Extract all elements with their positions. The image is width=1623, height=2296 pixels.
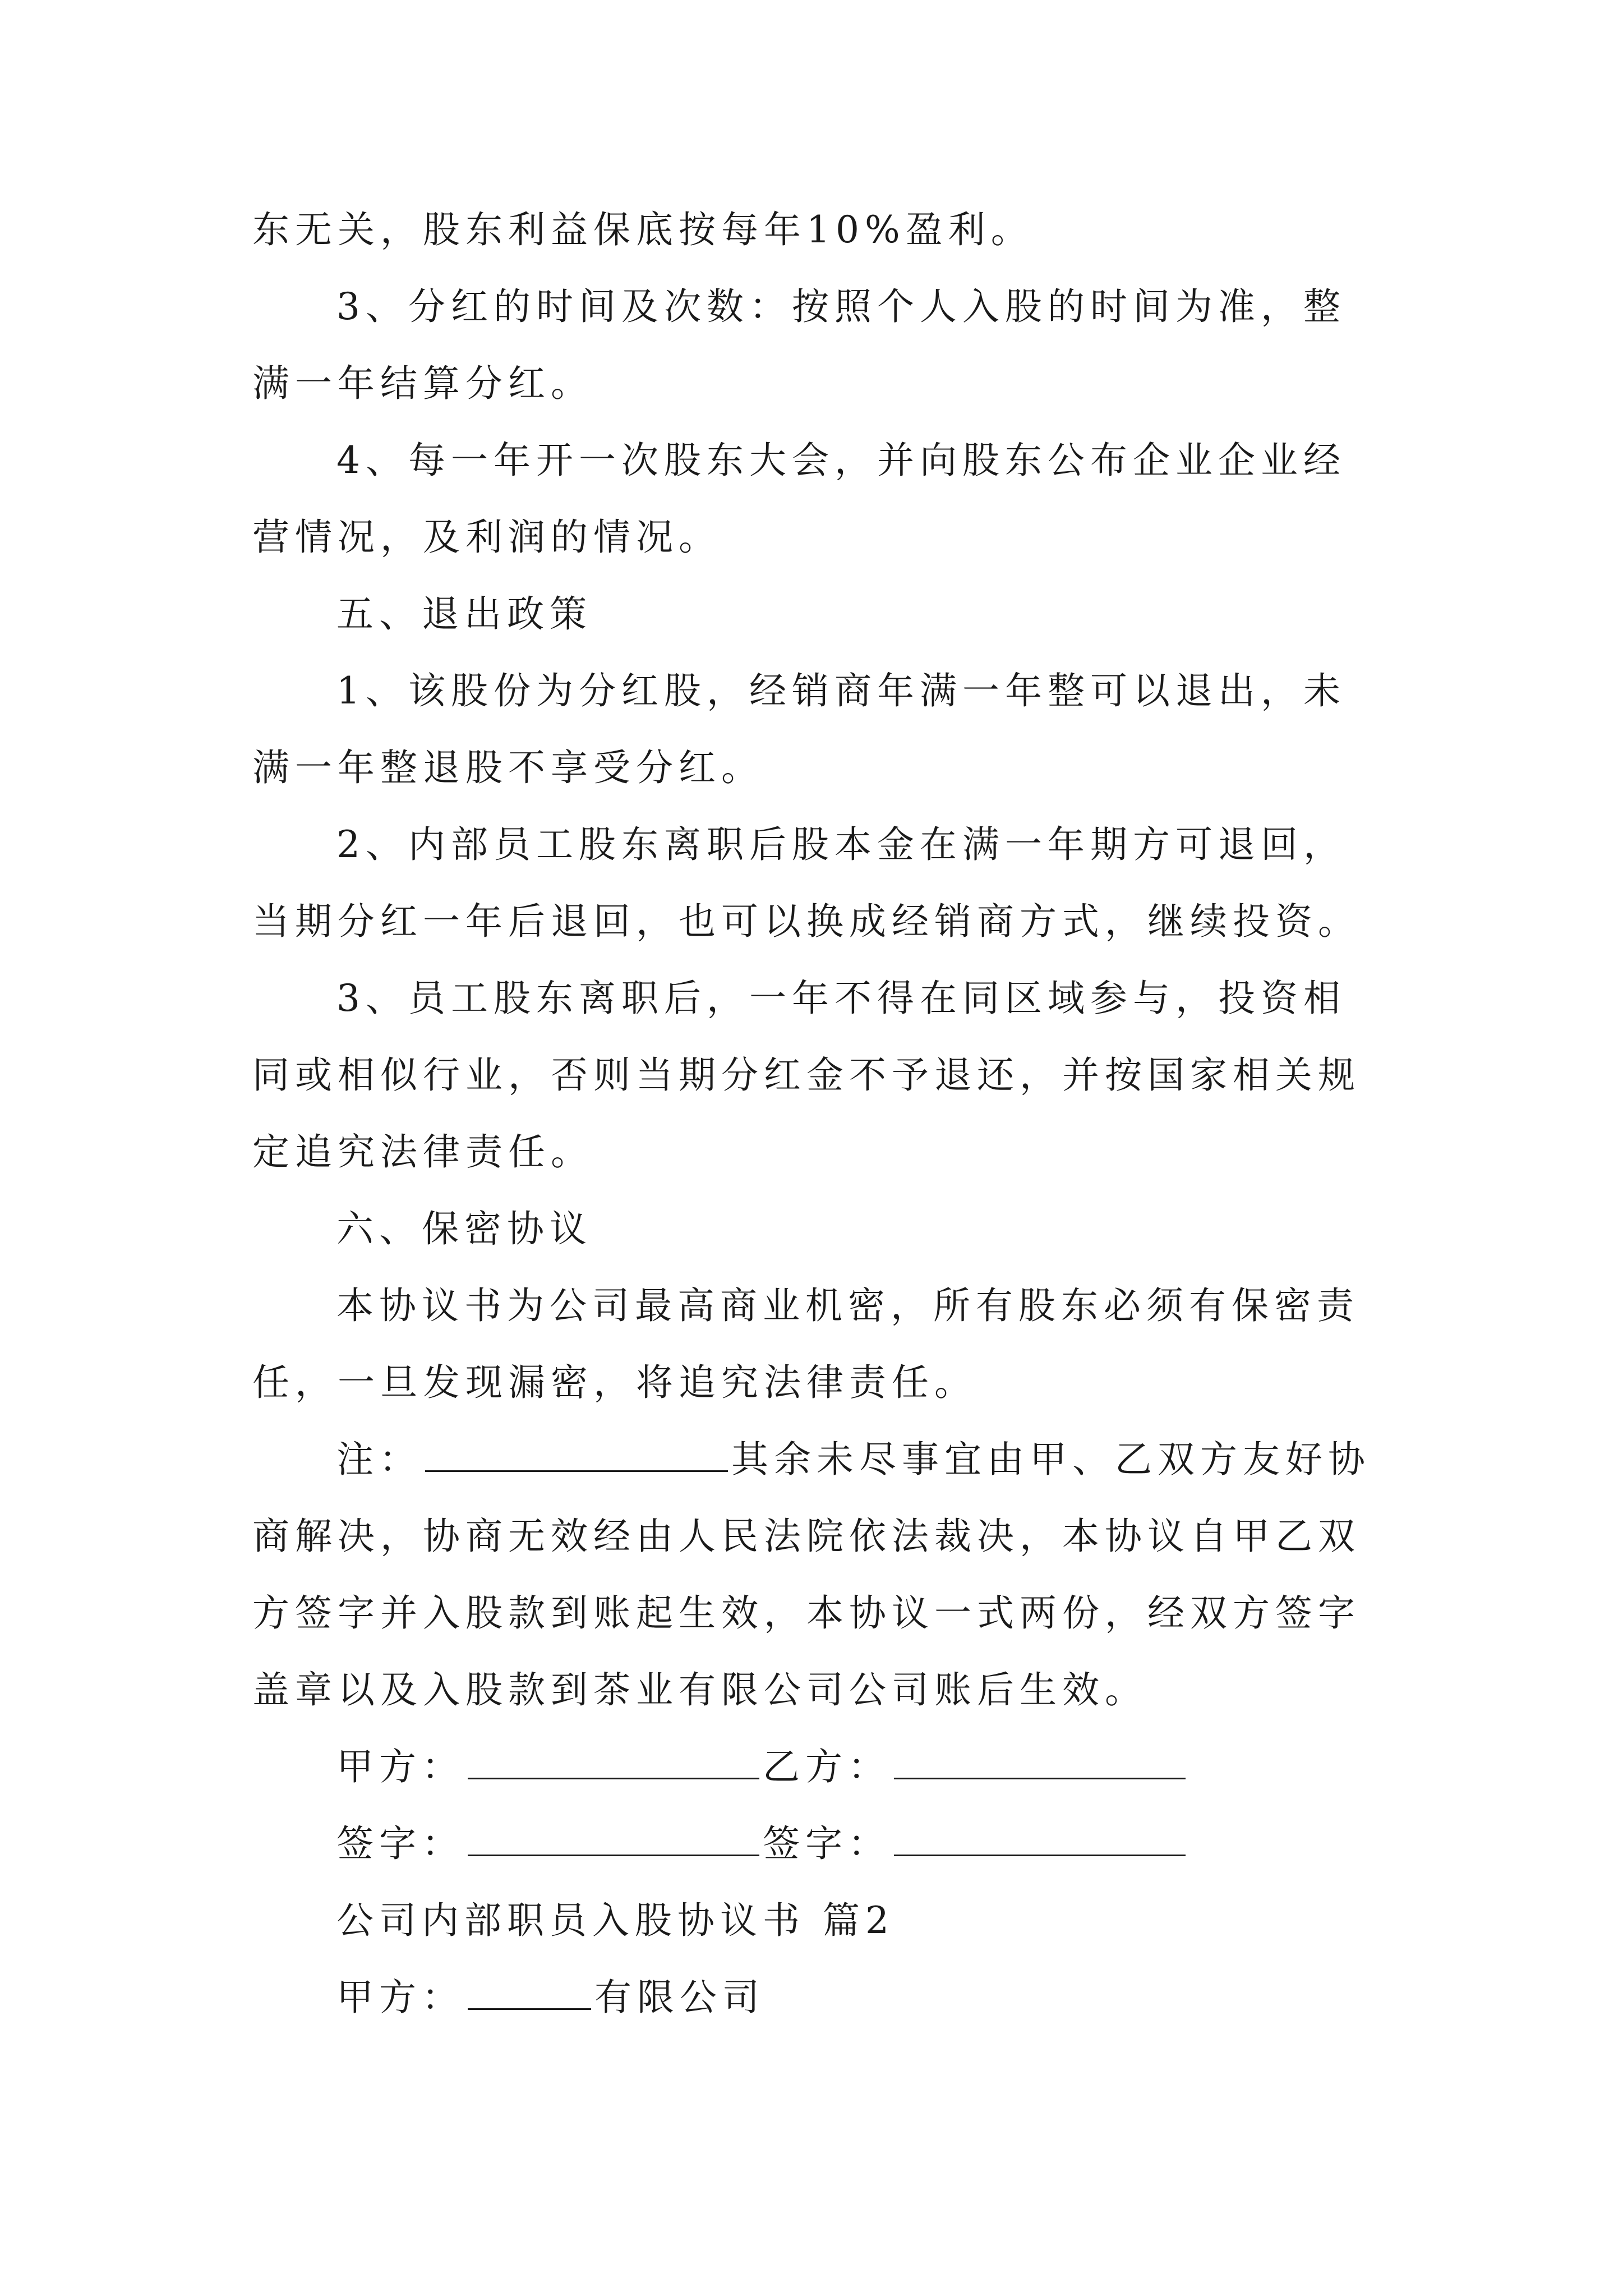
text-line: 2、内部员工股东离职后股本金在满一年期方可退回， bbox=[336, 823, 1346, 866]
section-heading: 六、保密协议 bbox=[336, 1207, 592, 1250]
party-a-company-row bbox=[336, 1970, 765, 2026]
section-heading: 五、退出政策 bbox=[336, 592, 592, 636]
company-name-blank bbox=[468, 1973, 591, 2010]
text-line: 营情况，及利润的情况。 bbox=[252, 516, 721, 559]
note-line bbox=[336, 1432, 1371, 1488]
party-a-label: 甲方： bbox=[336, 1745, 464, 1788]
sign-b-blank bbox=[894, 1820, 1186, 1856]
text-line: 当期分红一年后退回，也可以换成经销商方式，继续投资。 bbox=[252, 900, 1361, 943]
sign-a-label: 签字： bbox=[336, 1822, 464, 1865]
text-line: 东无关，股东利益保底按每年10%盈利。 bbox=[252, 208, 1034, 251]
signature-party-row bbox=[336, 1739, 1189, 1795]
note-blank bbox=[425, 1435, 728, 1472]
note-text: 其余未尽事宜由甲、乙双方友好协 bbox=[731, 1438, 1371, 1481]
note-label: 注： bbox=[336, 1438, 422, 1481]
section2-title: 公司内部职员入股协议书 篇2 bbox=[336, 1899, 895, 1942]
text-line: 1、该股份为分红股，经销商年满一年整可以退出，未 bbox=[336, 669, 1346, 712]
signature-sign-row bbox=[336, 1816, 1189, 1872]
party-b-blank bbox=[894, 1743, 1186, 1779]
party-a-company-label: 甲方： bbox=[336, 1976, 464, 2019]
text-line: 满一年结算分红。 bbox=[252, 362, 593, 405]
text-line: 方签字并入股款到账起生效，本协议一式两份，经双方签字 bbox=[252, 1591, 1361, 1635]
text-line: 定追究法律责任。 bbox=[252, 1130, 593, 1174]
text-line: 满一年整退股不享受分红。 bbox=[252, 746, 764, 789]
text-line: 3、员工股东离职后，一年不得在同区域参与，投资相 bbox=[336, 977, 1346, 1020]
party-b-label: 乙方： bbox=[763, 1745, 891, 1788]
text-line: 同或相似行业，否则当期分红金不予退还，并按国家相关规 bbox=[252, 1053, 1361, 1097]
text-line: 本协议书为公司最高商业机密，所有股东必须有保密责 bbox=[336, 1284, 1359, 1327]
text-line: 盖章以及入股款到茶业有限公司公司账后生效。 bbox=[252, 1668, 1147, 1711]
party-a-blank bbox=[468, 1743, 759, 1779]
text-line: 3、分红的时间及次数：按照个人入股的时间为准，整 bbox=[336, 285, 1346, 328]
text-line: 商解决，协商无效经由人民法院依法裁决，本协议自甲乙双 bbox=[252, 1515, 1361, 1558]
text-line: 任，一旦发现漏密，将追究法律责任。 bbox=[252, 1361, 977, 1404]
text-line: 4、每一年开一次股东大会，并向股东公布企业企业经 bbox=[336, 439, 1346, 482]
party-a-company-suffix: 有限公司 bbox=[594, 1976, 765, 2019]
sign-a-blank bbox=[468, 1820, 759, 1856]
sign-b-label: 签字： bbox=[763, 1822, 891, 1865]
